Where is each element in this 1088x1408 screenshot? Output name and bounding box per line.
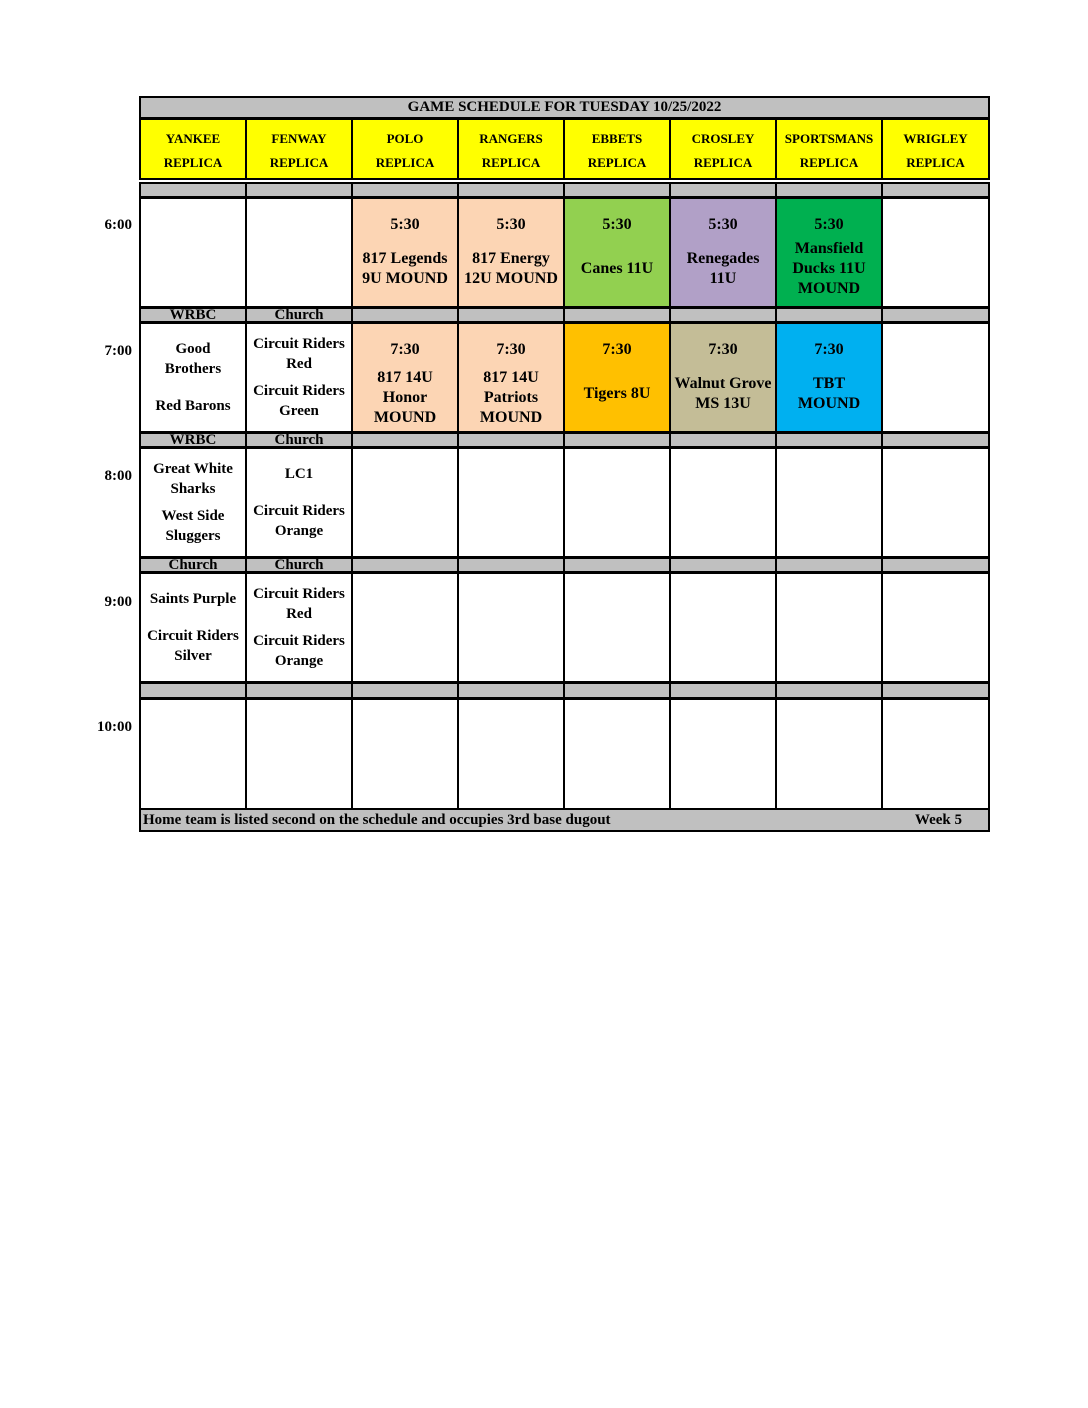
matchup-team: Circuit Riders Orange [253,503,345,540]
matchup-team: Great White Sharks [153,460,233,497]
bar-cell [881,682,990,699]
field-sub: REPLICA [587,155,647,170]
footer-bar [139,808,990,832]
bar-cell [351,682,459,699]
bar-cell [457,682,565,699]
slot-7-fenway [245,322,353,433]
game-cell [775,197,883,308]
bar-cell [351,432,459,448]
bar-cell [775,682,883,699]
bar-cell [669,182,777,198]
team-name: 817 14U Patriots MOUND [479,369,543,426]
game-time: 7:30 [602,341,632,358]
slot-7-wrigley [881,322,990,433]
field-name: RANGERS [479,131,543,146]
bar-cell: Church [245,307,353,323]
field-sub: REPLICA [269,155,329,170]
slot-8-yankee [139,447,247,558]
bar-cell [563,182,671,198]
game-cell [457,322,565,433]
bar-cell [881,432,990,448]
bar-cell: WRBC [139,432,247,448]
footer-note: Home team is listed second on the schedule and occupies 3rd base dugout [143,811,611,828]
slot-10-fenway [245,698,353,810]
bar-cell [669,557,777,573]
bar-cell [881,307,990,323]
bar-cell: WRBC [139,307,247,323]
team-name: Mansfield Ducks 11U MOUND [792,240,866,297]
game-time: 7:30 [496,341,526,358]
bar-cell [351,182,459,198]
slot-9-sportsmans [775,572,883,683]
week-label: Week 5 [914,811,962,828]
slot-8-crosley [669,447,777,558]
field-header-ebbets [563,118,671,180]
bar-cell [669,307,777,323]
field-header-yankee [139,118,247,180]
game-cell [775,322,883,433]
bar-cell [775,432,883,448]
slot-7-yankee [139,322,247,433]
field-header-wrigley [881,118,990,180]
bar-cell [775,307,883,323]
slot-9-polo [351,572,459,683]
game-time: 7:30 [814,341,844,358]
bar-cell [139,682,247,699]
game-time: 5:30 [390,216,420,233]
field-header-polo [351,118,459,180]
bar-cell [669,432,777,448]
team-name: TBT MOUND [797,375,861,412]
slot-8-sportsmans [775,447,883,558]
field-name: POLO [386,131,424,146]
slot-9-rangers [457,572,565,683]
matchup-team: Circuit Riders Red [253,585,345,622]
field-name: FENWAY [271,131,327,146]
bar-cell [563,432,671,448]
slot-8-polo [351,447,459,558]
bar-cell [563,307,671,323]
bar-cell [775,182,883,198]
game-cell [563,322,671,433]
slot-9-wrigley [881,572,990,683]
team-name: 817 Energy 12U MOUND [464,250,558,287]
game-time: 5:30 [602,216,632,233]
game-cell [669,322,777,433]
field-name: CROSLEY [691,131,755,146]
bar-cell [457,307,565,323]
matchup-team: Circuit Riders Orange [253,633,345,670]
slot-9-yankee [139,572,247,683]
time-label-6: 6:00 [104,217,132,233]
field-sub: REPLICA [375,155,435,170]
bar-cell: Church [139,557,247,573]
slot-8-fenway [245,447,353,558]
game-time: 5:30 [496,216,526,233]
field-sub: REPLICA [163,155,223,170]
field-name: YANKEE [165,131,221,146]
slot-6-wrigley [881,197,990,308]
slot-8-rangers [457,447,565,558]
bar-cell [457,432,565,448]
team-name: Renegades 11U [686,250,760,287]
bar-cell [457,182,565,198]
field-sub: REPLICA [906,155,965,170]
matchup-team: Circuit Riders Silver [147,628,239,665]
game-time: 7:30 [390,341,420,358]
matchup-team: LC1 [284,465,314,482]
bar-cell [351,557,459,573]
slot-8-wrigley [881,447,990,558]
field-name: SPORTSMANS [784,131,874,146]
bar-cell [245,682,353,699]
matchup-team: West Side Sluggers [161,508,225,545]
matchup-team: Good Brothers [164,340,222,377]
matchup-team: Saints Purple [149,590,237,607]
game-cell [563,197,671,308]
field-name: EBBETS [591,131,643,146]
slot-10-yankee [139,698,247,810]
slot-10-ebbets [563,698,671,810]
bar-cell [351,307,459,323]
time-label-7: 7:00 [104,343,132,359]
bar-cell [669,682,777,699]
bar-cell [881,557,990,573]
team-name: 817 Legends 9U MOUND [362,250,448,287]
slot-9-ebbets [563,572,671,683]
bar-cell [775,557,883,573]
bar-cell [563,557,671,573]
field-name: WRIGLEY [903,131,968,146]
field-header-fenway [245,118,353,180]
field-header-crosley [669,118,777,180]
field-sub: REPLICA [481,155,541,170]
matchup-team: Circuit Riders Red [253,335,345,372]
slot-10-rangers [457,698,565,810]
field-sub: REPLICA [693,155,753,170]
time-label-8: 8:00 [104,468,132,484]
team-name: Tigers 8U [583,385,651,402]
team-name: Walnut Grove MS 13U [674,375,772,412]
bar-cell [139,182,247,198]
schedule-sheet [139,96,990,832]
game-cell [351,322,459,433]
bar-cell [457,557,565,573]
slot-6-yankee [139,197,247,308]
game-time: 7:30 [708,341,738,358]
game-cell [669,197,777,308]
schedule-title: GAME SCHEDULE FOR TUESDAY 10/25/2022 [139,96,990,119]
slot-6-fenway [245,197,353,308]
game-cell [351,197,459,308]
game-time: 5:30 [708,216,738,233]
slot-10-wrigley [881,698,990,810]
bar-cell [881,182,990,198]
bar-cell [563,682,671,699]
game-time: 5:30 [814,216,844,233]
slot-10-sportsmans [775,698,883,810]
bar-cell [245,182,353,198]
game-cell [457,197,565,308]
slot-9-fenway [245,572,353,683]
field-header-sportsmans [775,118,883,180]
field-header-rangers [457,118,565,180]
time-label-10: 10:00 [97,719,132,735]
bar-cell: Church [245,557,353,573]
slot-10-crosley [669,698,777,810]
time-label-9: 9:00 [104,594,132,610]
slot-9-crosley [669,572,777,683]
team-name: Canes 11U [580,260,654,277]
slot-10-polo [351,698,459,810]
field-sub: REPLICA [799,155,859,170]
matchup-team: Red Barons [155,398,231,415]
slot-8-ebbets [563,447,671,558]
team-name: 817 14U Honor MOUND [373,369,437,426]
matchup-team: Circuit Riders Green [253,383,345,420]
bar-cell: Church [245,432,353,448]
